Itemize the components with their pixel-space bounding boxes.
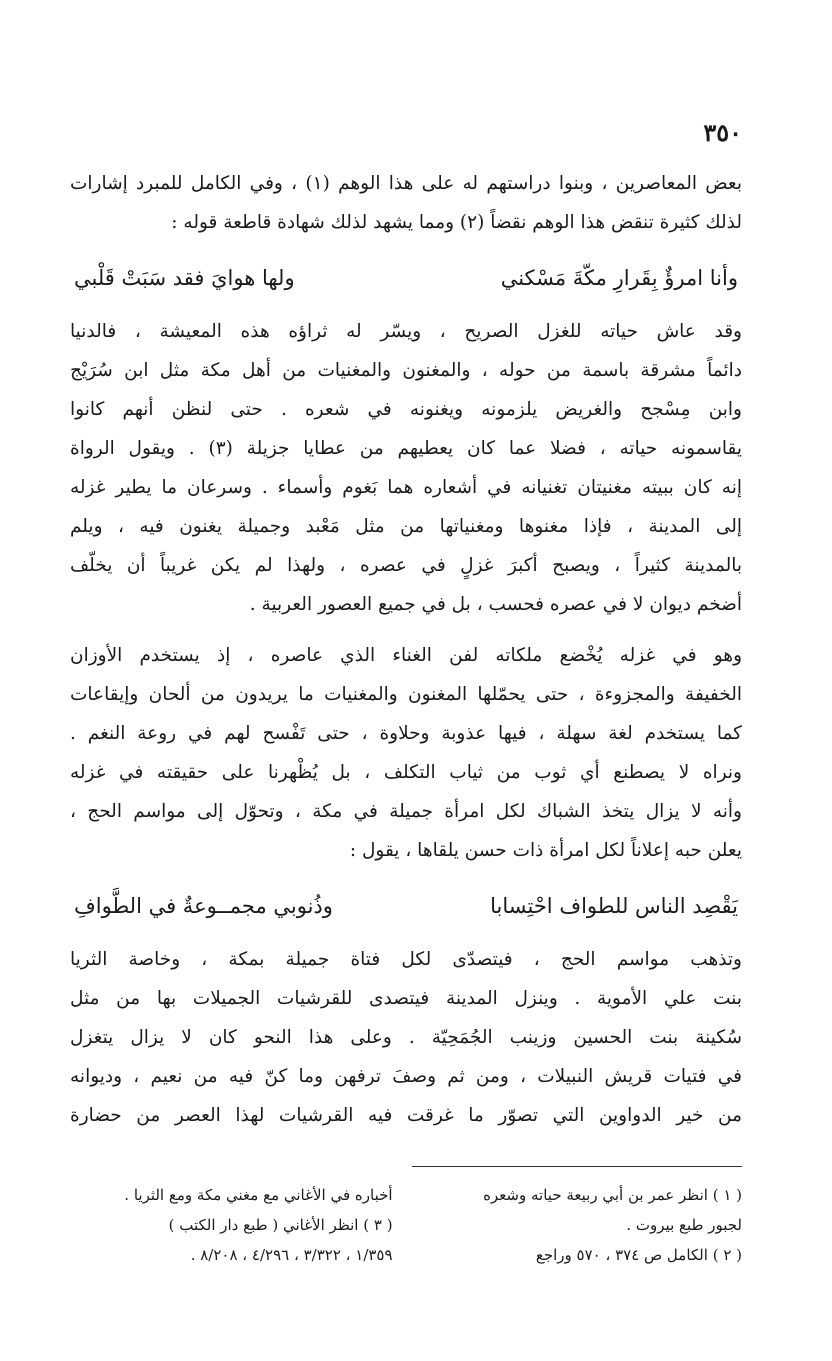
page-number: ٣٥٠ — [703, 118, 742, 147]
verse-2-first-hemistich: يَقْصِد الناس للطواف احْتِسابا — [490, 894, 738, 918]
text-line: بالمدينة كثيراً ، ويصبح أكبرَ غزلٍ في عصره ، ولهذا لم يكن غريباً أن يخلّف — [70, 555, 742, 576]
text-line: وتذهب مواسم الحج ، فيتصدّى لكل فتاة جميلة بمكة ، وخاصة الثريا — [70, 949, 742, 970]
text-line: بنت علي الأموية . وينزل المدينة فيتصدى للقرشيات الجميلات بها من مثل — [70, 988, 742, 1009]
text-line: أضخم ديوان لا في عصره فحسب ، بل في جميع العصور العربية . — [249, 594, 742, 615]
text-line: من خير الدواوين التي تصوّر ما غرقت فيه القرشيات لهذا العصر من حضارة — [70, 1105, 742, 1126]
paragraph-3 — [70, 636, 742, 870]
verse-1-first-hemistich: وأنا امرؤٌ بِقَرارِ مكّةَ مَسْكني — [500, 266, 738, 290]
footnote-line: ( ٣ ) انظر الأغاني ( طبع دار الكتب ) — [168, 1216, 393, 1234]
text-line: ونراه لا يصطنع أي ثوب من ثياب التكلف ، بل يُظْهرنا على حقيقته في غزله — [70, 762, 742, 783]
footnotes — [70, 1180, 742, 1270]
verse-1 — [70, 256, 742, 300]
text-line: سُكينة بنت الحسين وزينب الجُمَحِيّة . وعلى هذا النحو كان لا يزال يتغزل — [70, 1027, 742, 1048]
text-line: الخفيفة والمجزوءة ، حتى يحمّلها المغنون والمغنيات ما يريدون من ألحان وإيقاعات — [70, 684, 742, 705]
footnote-line: لجبور طبع بيروت . — [626, 1216, 742, 1234]
text-line: وابن مِسْجح والغريض يلزمونه ويغنونه في شعره . حتى لنظن أنهم كانوا — [70, 399, 742, 420]
footnote-line: ( ١ ) انظر عمر بن أبي ربيعة حياته وشعره — [483, 1186, 742, 1204]
text-line: إنه كان ببيته مغنيتان تغنيانه في أشعاره هما بَغوم وأسماء . وسرعان ما يطير غزله — [70, 477, 742, 498]
verse-2 — [70, 884, 742, 928]
footnote-line: ١/٣٥٩ ، ٣/٣٢٢ ، ٤/٢٩٦ ، ٨/٢٠٨ . — [190, 1246, 393, 1264]
footnote-line: أخباره في الأغاني مع مغني مكة ومع الثريا . — [124, 1186, 393, 1204]
text-line: يقاسمونه حياته ، فضلا عما كان يعطيهم من عطايا جزيلة (٣) . ويقول الرواة — [70, 438, 742, 459]
text-line: وهو في غزله يُخْضع ملكاته لفن الغناء الذي عاصره ، إذ يستخدم الأوزان — [70, 645, 742, 666]
footnote-divider — [412, 1166, 742, 1167]
text-line: وأنه لا يزال يتخذ الشباك لكل امرأة جميلة في مكة ، وتحوّل إلى مواسم الحج ، — [70, 801, 742, 822]
text-line: كما يستخدم لغة سهلة ، فيها عذوبة وحلاوة ، حتى تَفْسح لهم في روعة النغم . — [70, 723, 742, 744]
body-text — [70, 164, 742, 1135]
paragraph-2 — [70, 312, 742, 624]
text-line: في فتيات قريش النبيلات ، ومن ثم وصفَ ترفهن وما كنّ فيه من نعيم ، وديوانه — [70, 1066, 742, 1087]
text-line: إلى المدينة ، فإذا مغنوها ومغنياتها من مثل مَعْبد وجميلة يغنون فيه ، ويلم — [70, 516, 742, 537]
footnotes-left-column — [70, 1180, 393, 1270]
text-line: دائماً مشرقة باسمة من حوله ، والمغنون والمغنيات من أهل مكة مثل ابن سُرَيْج — [70, 360, 742, 381]
text-line: وقد عاش حياته للغزل الصريح ، ويسّر له ثراؤه هذه المعيشة ، فالدنيا — [70, 321, 742, 342]
paragraph-1 — [70, 164, 742, 242]
text-line: لذلك كثيرة تنقض هذا الوهم نقضاً (٢) ومما يشهد لذلك شهادة قاطعة قوله : — [171, 212, 742, 233]
verse-2-second-hemistich: وذُنوبي مجمــوعةٌ في الطَّوافِ — [74, 894, 333, 918]
footnotes-right-column — [419, 1180, 742, 1270]
text-line: يعلن حبه إعلاناً لكل امرأة ذات حسن يلقاها ، يقول : — [349, 840, 742, 861]
footnote-line: ( ٢ ) الكامل ص ٣٧٤ ، ٥٧٠ وراجع — [535, 1246, 742, 1264]
paragraph-4 — [70, 940, 742, 1135]
text-line: بعض المعاصرين ، وبنوا دراستهم له على هذا الوهم (١) ، وفي الكامل للمبرد إشارات — [70, 173, 742, 194]
verse-1-second-hemistich: ولها هوايَ فقد سَبَتْ قَلْبي — [74, 266, 295, 290]
